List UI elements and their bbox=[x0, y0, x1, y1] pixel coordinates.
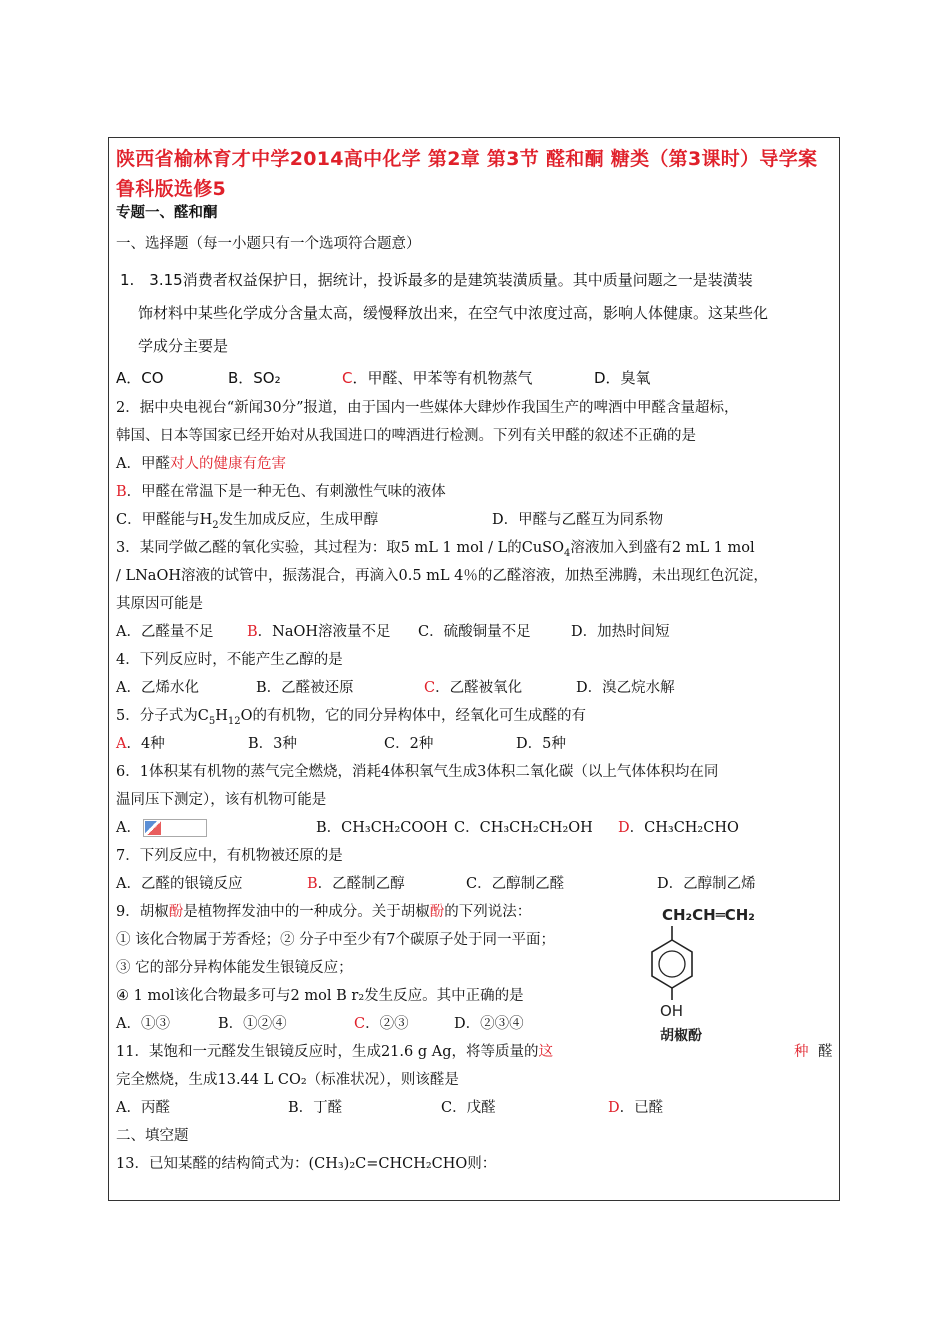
q7-stem: 7．下列反应中，有机物被还原的是 bbox=[116, 848, 343, 864]
subscript: 4 bbox=[563, 547, 571, 559]
q2-option-c bbox=[116, 510, 378, 536]
q6-option-c: C．CH₃CH₂CH₂OH bbox=[454, 820, 593, 836]
q1-option-b: B．SO₂ bbox=[228, 369, 281, 387]
q7-option-d: D．乙醇制乙烯 bbox=[657, 876, 756, 892]
q1-option-d: D．臭氧 bbox=[594, 369, 651, 387]
answer-mark: D bbox=[618, 820, 630, 836]
q3-option-c: C．硫酸铜量不足 bbox=[418, 624, 531, 640]
q11-option-d-text: ．已醛 bbox=[619, 1100, 664, 1116]
q9-text2: 是植物挥发油中的一种成分。关于胡椒 bbox=[183, 904, 430, 920]
subscript: 5 bbox=[208, 715, 216, 727]
q2-option-a bbox=[116, 454, 286, 474]
q1-line2: 饰材料中某些化学成分含量太高，缓慢释放出来，在空气中浓度过高，影响人体健康。这某些化 bbox=[138, 304, 769, 322]
q3-option-b-text: ．NaOH溶液量不足 bbox=[257, 624, 391, 640]
q5-option-c: C．2种 bbox=[384, 736, 434, 752]
q9-line4: ④ 1 mol该化合物最多可与2 mol B r₂发生反应。其中正确的是 bbox=[116, 988, 524, 1004]
benzene-ring bbox=[652, 940, 692, 988]
q9-option-b: B．①②④ bbox=[218, 1016, 287, 1032]
q3-line1-text2: 溶液加入到盛有2 mL 1 mol bbox=[570, 540, 755, 556]
q7-option-b bbox=[307, 874, 405, 894]
q3-option-a: A．乙醛量不足 bbox=[116, 624, 214, 640]
page-title: 陕西省榆林育才中学2014高中化学 第2章 第3节 醛和酮 糖类（第3课时）导学案 鲁科版选修5 bbox=[116, 148, 818, 200]
q11-text1: 11．某饱和一元醛发生银镜反应时，生成21.6 g Ag，将等质量的 bbox=[116, 1044, 539, 1060]
q6-option-d bbox=[618, 818, 739, 838]
q7-option-a: A．乙醛的银镜反应 bbox=[116, 876, 243, 892]
q9-line1 bbox=[116, 902, 531, 922]
q6-option-b: B．CH₃CH₂COOH bbox=[316, 820, 448, 836]
q3-line2: / LNaOH溶液的试管中，振荡混合，再滴入0.5 mL 4％的乙醛溶液，加热至沸腾，未出现红色沉淀， bbox=[116, 568, 768, 584]
q5-option-a-text: ．4种 bbox=[126, 736, 165, 752]
q4-stem: 4．下列反应时，不能产生乙醇的是 bbox=[116, 652, 343, 668]
q2-option-b-text: ．甲醛在常温下是一种无色、有刺激性气味的液体 bbox=[126, 484, 446, 500]
section2-heading: 二、填空题 bbox=[116, 1128, 189, 1144]
q1-option-c bbox=[342, 368, 533, 388]
hydroxyl-label: OH bbox=[660, 1002, 684, 1020]
q6-line2: 温同压下测定），该有机物可能是 bbox=[116, 792, 327, 808]
q11-line1 bbox=[116, 1042, 836, 1062]
answer-mark: C bbox=[354, 1016, 366, 1032]
chavicol-structure-diagram bbox=[640, 900, 790, 1050]
q5-option-b: B．3种 bbox=[248, 736, 297, 752]
q11-red1: 这 bbox=[538, 1044, 553, 1060]
q1-option-c-text: ．甲醛、甲苯等有机物蒸气 bbox=[352, 369, 533, 387]
q4-option-d: D．溴乙烷水解 bbox=[576, 680, 675, 696]
q9-option-a: A．①③ bbox=[116, 1016, 170, 1032]
answer-mark: D bbox=[608, 1100, 620, 1116]
subscript: 2 bbox=[212, 519, 219, 531]
q9-option-c-text: ．②③ bbox=[365, 1016, 409, 1032]
q11-red2: 种 bbox=[794, 1044, 809, 1060]
answer-mark: B bbox=[247, 624, 258, 640]
q13-stem: 13．已知某醛的结构简式为：(CH₃)₂C=CHCH₂CHO则： bbox=[116, 1156, 497, 1172]
q6-option-a-text: A． bbox=[116, 820, 141, 836]
q2-line1: 2．据中央电视台“新闻30分”报道，由于国内一些媒体大肆炒作我国生产的啤酒中甲醛含量超标， bbox=[116, 400, 739, 416]
q5-option-d: D．5种 bbox=[516, 736, 566, 752]
q9-text3: 的下列说法： bbox=[444, 904, 532, 920]
q11-option-a: A．丙醛 bbox=[116, 1100, 170, 1116]
q9-red2: 酚 bbox=[429, 904, 445, 920]
broken-image-icon bbox=[143, 819, 207, 837]
q9-line2: ① 该化合物属于芳香烃；② 分子中至少有7个碳原子处于同一平面； bbox=[116, 932, 555, 948]
section1-heading: 一、选择题（每一小题只有一个选项符合题意） bbox=[116, 236, 421, 252]
q6-line1: 6．1体积某有机物的蒸气完全燃烧，消耗4体积氧气生成3体积二氧化碳（以上气体体积均在同 bbox=[116, 764, 719, 780]
q2-option-b bbox=[116, 482, 446, 502]
q2-option-c-text2: 发生加成反应，生成甲醇 bbox=[218, 512, 379, 528]
q7-option-c: C．乙醇制乙醛 bbox=[466, 876, 565, 892]
q5-option-a bbox=[116, 734, 165, 754]
subscript: 12 bbox=[227, 715, 241, 727]
q9-text1: 9．胡椒 bbox=[116, 904, 169, 920]
q3-line1 bbox=[116, 538, 755, 564]
q6-option-a bbox=[116, 818, 207, 838]
q9-option-d: D．②③④ bbox=[454, 1016, 524, 1032]
q3-line1-text: 3．某同学做乙醛的氧化实验，其过程为：取5 mL 1 mol / L的CuSO bbox=[116, 540, 564, 556]
q5-stem bbox=[116, 706, 586, 732]
topic-heading: 专题一、醛和酮 bbox=[116, 205, 218, 221]
q2-option-d: D．甲醛与乙醛互为同系物 bbox=[492, 512, 664, 528]
q1-line3: 学成分主要是 bbox=[138, 337, 229, 355]
q1-line1: 1. 3.15消费者权益保护日，据统计，投诉最多的是建筑装潢质量。其中质量问题之一是装潢装 bbox=[120, 271, 753, 289]
q5-stem-text3: O的有机物，它的同分异构体中，经氧化可生成醛的有 bbox=[240, 708, 586, 724]
answer-mark: B bbox=[307, 876, 318, 892]
q4-option-a: A．乙烯水化 bbox=[116, 680, 199, 696]
q11-text2: 醛 bbox=[818, 1044, 833, 1060]
structure-substituent: CH₂CH═CH₂ bbox=[662, 906, 755, 924]
answer-mark: C bbox=[424, 680, 436, 696]
answer-mark: B bbox=[116, 484, 127, 500]
q7-option-b-text: ．乙醛制乙醇 bbox=[317, 876, 405, 892]
q9-red1: 酚 bbox=[168, 904, 184, 920]
q2-line2: 韩国、日本等国家已经开始对从我国进口的啤酒进行检测。下列有关甲醛的叙述不正确的是 bbox=[116, 428, 696, 444]
q11-option-b: B．丁醛 bbox=[288, 1100, 343, 1116]
q4-option-b: B．乙醛被还原 bbox=[256, 680, 354, 696]
aromatic-circle bbox=[659, 951, 685, 977]
answer-mark: A bbox=[116, 736, 127, 752]
q5-stem-text1: 5．分子式为C bbox=[116, 708, 209, 724]
q9-option-c bbox=[354, 1014, 409, 1034]
q3-option-b bbox=[247, 622, 391, 642]
q6-option-d-text: ．CH₃CH₂CHO bbox=[629, 820, 739, 836]
q2-option-c-text1: C．甲醛能与H bbox=[116, 512, 213, 528]
q4-option-c bbox=[424, 678, 522, 698]
q5-stem-text2: H bbox=[215, 708, 228, 724]
q4-option-c-text: ．乙醛被氧化 bbox=[435, 680, 523, 696]
q3-option-d: D．加热时间短 bbox=[571, 624, 670, 640]
q1-option-a: A．CO bbox=[116, 369, 164, 387]
q9-line3: ③ 它的部分异构体能发生银镜反应； bbox=[116, 960, 353, 976]
q11-option-c: C．戊醛 bbox=[441, 1100, 496, 1116]
q2-option-a-text: A．甲醛 bbox=[116, 456, 170, 472]
q11-option-d bbox=[608, 1098, 663, 1118]
structure-name: 胡椒酚 bbox=[660, 1028, 702, 1044]
answer-mark: C bbox=[342, 369, 353, 387]
q3-line3: 其原因可能是 bbox=[116, 596, 203, 612]
q2-option-a-red: 对人的健康有危害 bbox=[169, 456, 286, 472]
q11-line2: 完全燃烧，生成13.44 L CO₂（标准状况），则该醛是 bbox=[116, 1072, 459, 1088]
